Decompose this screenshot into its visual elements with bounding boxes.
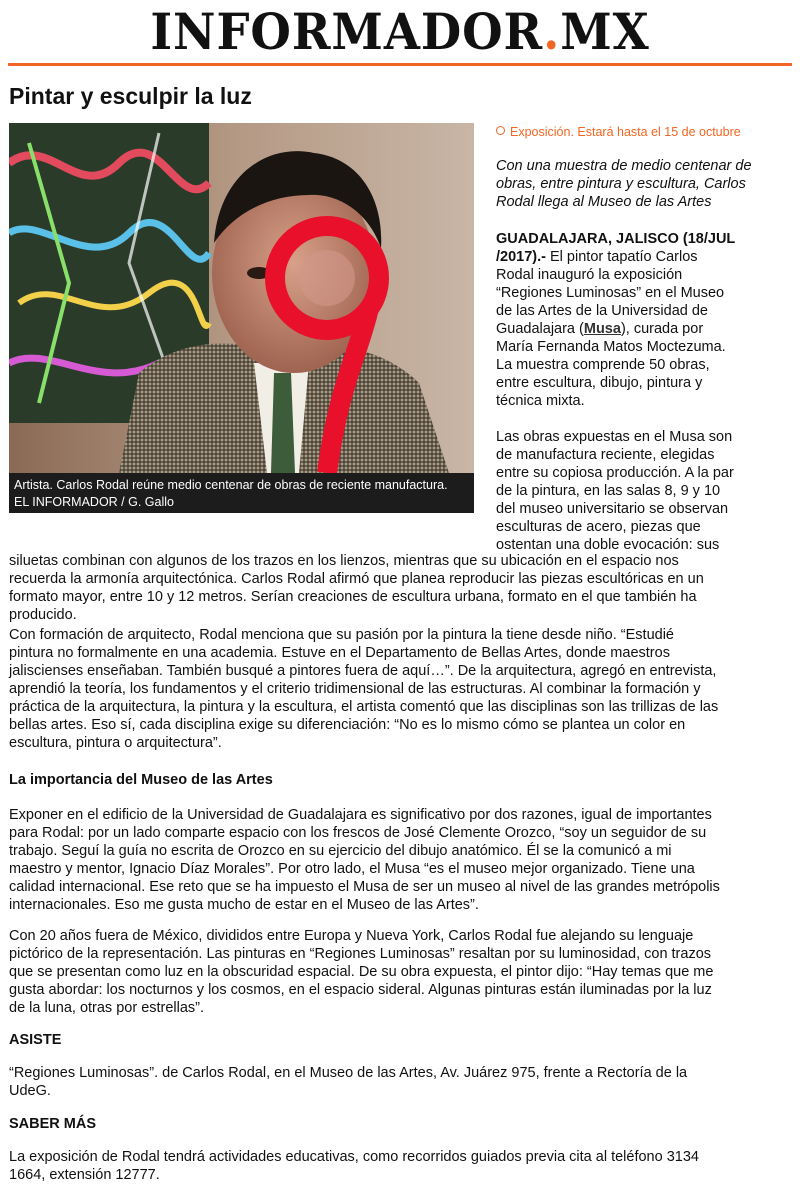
dateline: GUADALAJARA, JALISCO (18/JUL — [496, 231, 736, 247]
text-line — [496, 230, 792, 248]
article-deck — [496, 157, 792, 211]
text-line: siluetas combinan con algunos de los trazos en los lienzos, mientras que su ubicación en el espacio nos — [9, 553, 679, 569]
text-span: Guadalajara ( — [496, 321, 584, 337]
photo-illustration — [9, 123, 474, 473]
text-line: “Regiones Luminosas” en el Museo — [496, 285, 725, 301]
text-line: internacionales. Eso me gusta mucho de estar en el Museo de las Artes”. — [9, 897, 479, 913]
paragraph-2-side — [496, 428, 792, 554]
text-span: ), curada por — [620, 321, 704, 337]
side-column — [496, 123, 792, 554]
paragraph-4 — [9, 806, 793, 914]
text-line: entre escultura, dibujo, pintura y — [496, 375, 703, 391]
text-line: 1664, extensión 12777. — [9, 1167, 160, 1183]
text-line: Rodal inauguró la exposición — [496, 267, 683, 283]
text-line: UdeG. — [9, 1083, 51, 1099]
text-line: pintura no formalmente en una academia. Estuve en el Departamento de Bellas Artes, donde maestros — [9, 645, 670, 661]
text-line: práctica de la arquitectura, la pintura y la escultura, el artista comentó que las disciplinas son las trillizas de las — [9, 699, 719, 715]
text-line — [496, 248, 792, 266]
deck-line: Rodal llega al Museo de las Artes — [496, 194, 712, 210]
article-figure — [9, 123, 474, 513]
photo-caption — [9, 473, 474, 513]
musa-link[interactable]: Musa — [583, 321, 621, 337]
text-line: de manufactura reciente, elegidas — [496, 447, 715, 463]
text-line: Con formación de arquitecto, Rodal menciona que su pasión por la pintura la tiene desde niño. “Estudié — [9, 627, 674, 643]
text-line: Exponer en el edificio de la Universidad de Guadalajara es significativo por dos razones, igual de importantes — [9, 807, 712, 823]
masthead-divider — [8, 63, 792, 66]
text-line: ostentan una doble evocación: sus — [496, 537, 720, 553]
text-line: La muestra comprende 50 obras, — [496, 357, 710, 373]
paragraph-lead — [496, 230, 792, 410]
text-line: gusta abordar: los nocturnos y los cosmos, en el espacio sideral. Algunas pinturas están iluminadas por la luz — [9, 982, 712, 998]
logo-main: INFORMADOR — [150, 2, 544, 61]
subhead-asiste: ASISTE — [9, 1032, 62, 1048]
text-line: escultura, pintura o arquitectura”. — [9, 735, 222, 751]
text-line — [496, 320, 792, 338]
text-line: aprendió la teoría, los fundamentos y el criterio tridimensional de las estructuras. Al combinar la formación y — [9, 681, 701, 697]
text-line: Con 20 años fuera de México, divididos entre Europa y Nueva York, Carlos Rodal fue alejando su lenguaje — [9, 928, 694, 944]
text-line: de las Artes de la Universidad de — [496, 303, 708, 319]
text-line: que se presentan como luz en la obscuridad espacial. De su obra expuesta, el pintor dijo: “Hay temas que me — [9, 964, 714, 980]
text-line: producido. — [9, 607, 77, 623]
text-line: María Fernanda Matos Moctezuma. — [496, 339, 726, 355]
article-kicker — [496, 123, 792, 141]
text-line: Las obras expuestas en el Musa son — [496, 429, 733, 445]
text-line: de la luna, otras por estrellas”. — [9, 1000, 205, 1016]
paragraph-3 — [9, 626, 793, 752]
text-line: trabajo. Seguí la guía no escrita de Orozco en su ejercicio del dibujo anatómico. Él se la comunicó a mi — [9, 843, 672, 859]
logo-tld: MX — [560, 2, 650, 61]
masthead — [0, 0, 800, 66]
logo-dot: . — [543, 2, 561, 61]
text-line: técnica mixta. — [496, 393, 585, 409]
text-line: para Rodal: por un lado comparte espacio con los frescos de José Clemente Orozco, “soy un seguidor de su — [9, 825, 707, 841]
caption-text: Artista. Carlos Rodal reúne medio centenar de obras de reciente manufactura. — [14, 478, 448, 492]
site-logo[interactable] — [28, 4, 772, 60]
paragraph-6 — [9, 1064, 793, 1100]
text-line: “Regiones Luminosas”. de Carlos Rodal, en el Museo de las Artes, Av. Juárez 975, frente a Rectoría de la — [9, 1065, 688, 1081]
text-line: maestro y mentor, Ignacio Díaz Morales”. Por otro lado, el Musa “es el museo mejor organizado. Tiene una — [9, 861, 695, 877]
text-line: La exposición de Rodal tendrá actividades educativas, como recorridos guiados previa cita al teléfono 3134 — [9, 1149, 699, 1165]
paragraph-7 — [9, 1148, 793, 1184]
deck-line: Con una muestra de medio centenar de — [496, 158, 752, 174]
dateline: /2017).- — [496, 249, 546, 265]
text-span: El pintor tapatío Carlos — [545, 249, 698, 265]
subhead-museo: La importancia del Museo de las Artes — [9, 772, 273, 788]
bullet-circle-icon — [496, 126, 505, 135]
paragraph-5 — [9, 927, 793, 1017]
text-line: esculturas de acero, piezas que — [496, 519, 701, 535]
text-line: pictórico de la representación. Las pinturas en “Regiones Luminosas” resaltan por su luminosidad, con trazos — [9, 946, 712, 962]
text-line: jaliscienses enseñaban. También busqué a pintores fuera de aquí…”. De la arquitectura, agregó en entrevista, — [9, 663, 717, 679]
text-line: formato mayor, entre 10 y 12 metros. Serían creaciones de escultura urbana, formato en el que también ha — [9, 589, 697, 605]
article-headline: Pintar y esculpir la luz — [9, 83, 252, 109]
text-line: recuerda la armonía arquitectónica. Carlos Rodal afirmó que planea reproducir las piezas escultóricas en un — [9, 571, 704, 587]
text-line: de la pintura, en las salas 8, 9 y 10 — [496, 483, 721, 499]
deck-line: obras, entre pintura y escultura, Carlos — [496, 176, 746, 192]
text-line: del museo universitario se observan — [496, 501, 729, 517]
text-line: calidad internacional. Ese reto que se ha impuesto el Musa de ser un museo al nivel de las grandes metrópolis — [9, 879, 720, 895]
paragraph-2-continued — [9, 552, 793, 624]
kicker-text: Exposición. Estará hasta el 15 de octubre — [510, 125, 741, 139]
text-line: bellas artes. Eso sí, cada disciplina exige su diferenciación: “No es lo mismo cómo se plantea un color en — [9, 717, 686, 733]
text-line: entre su copiosa producción. A la par — [496, 465, 734, 481]
article-photo — [9, 123, 474, 473]
subhead-saber-mas: SABER MÁS — [9, 1116, 97, 1132]
caption-credit: EL INFORMADOR / G. Gallo — [14, 495, 174, 509]
